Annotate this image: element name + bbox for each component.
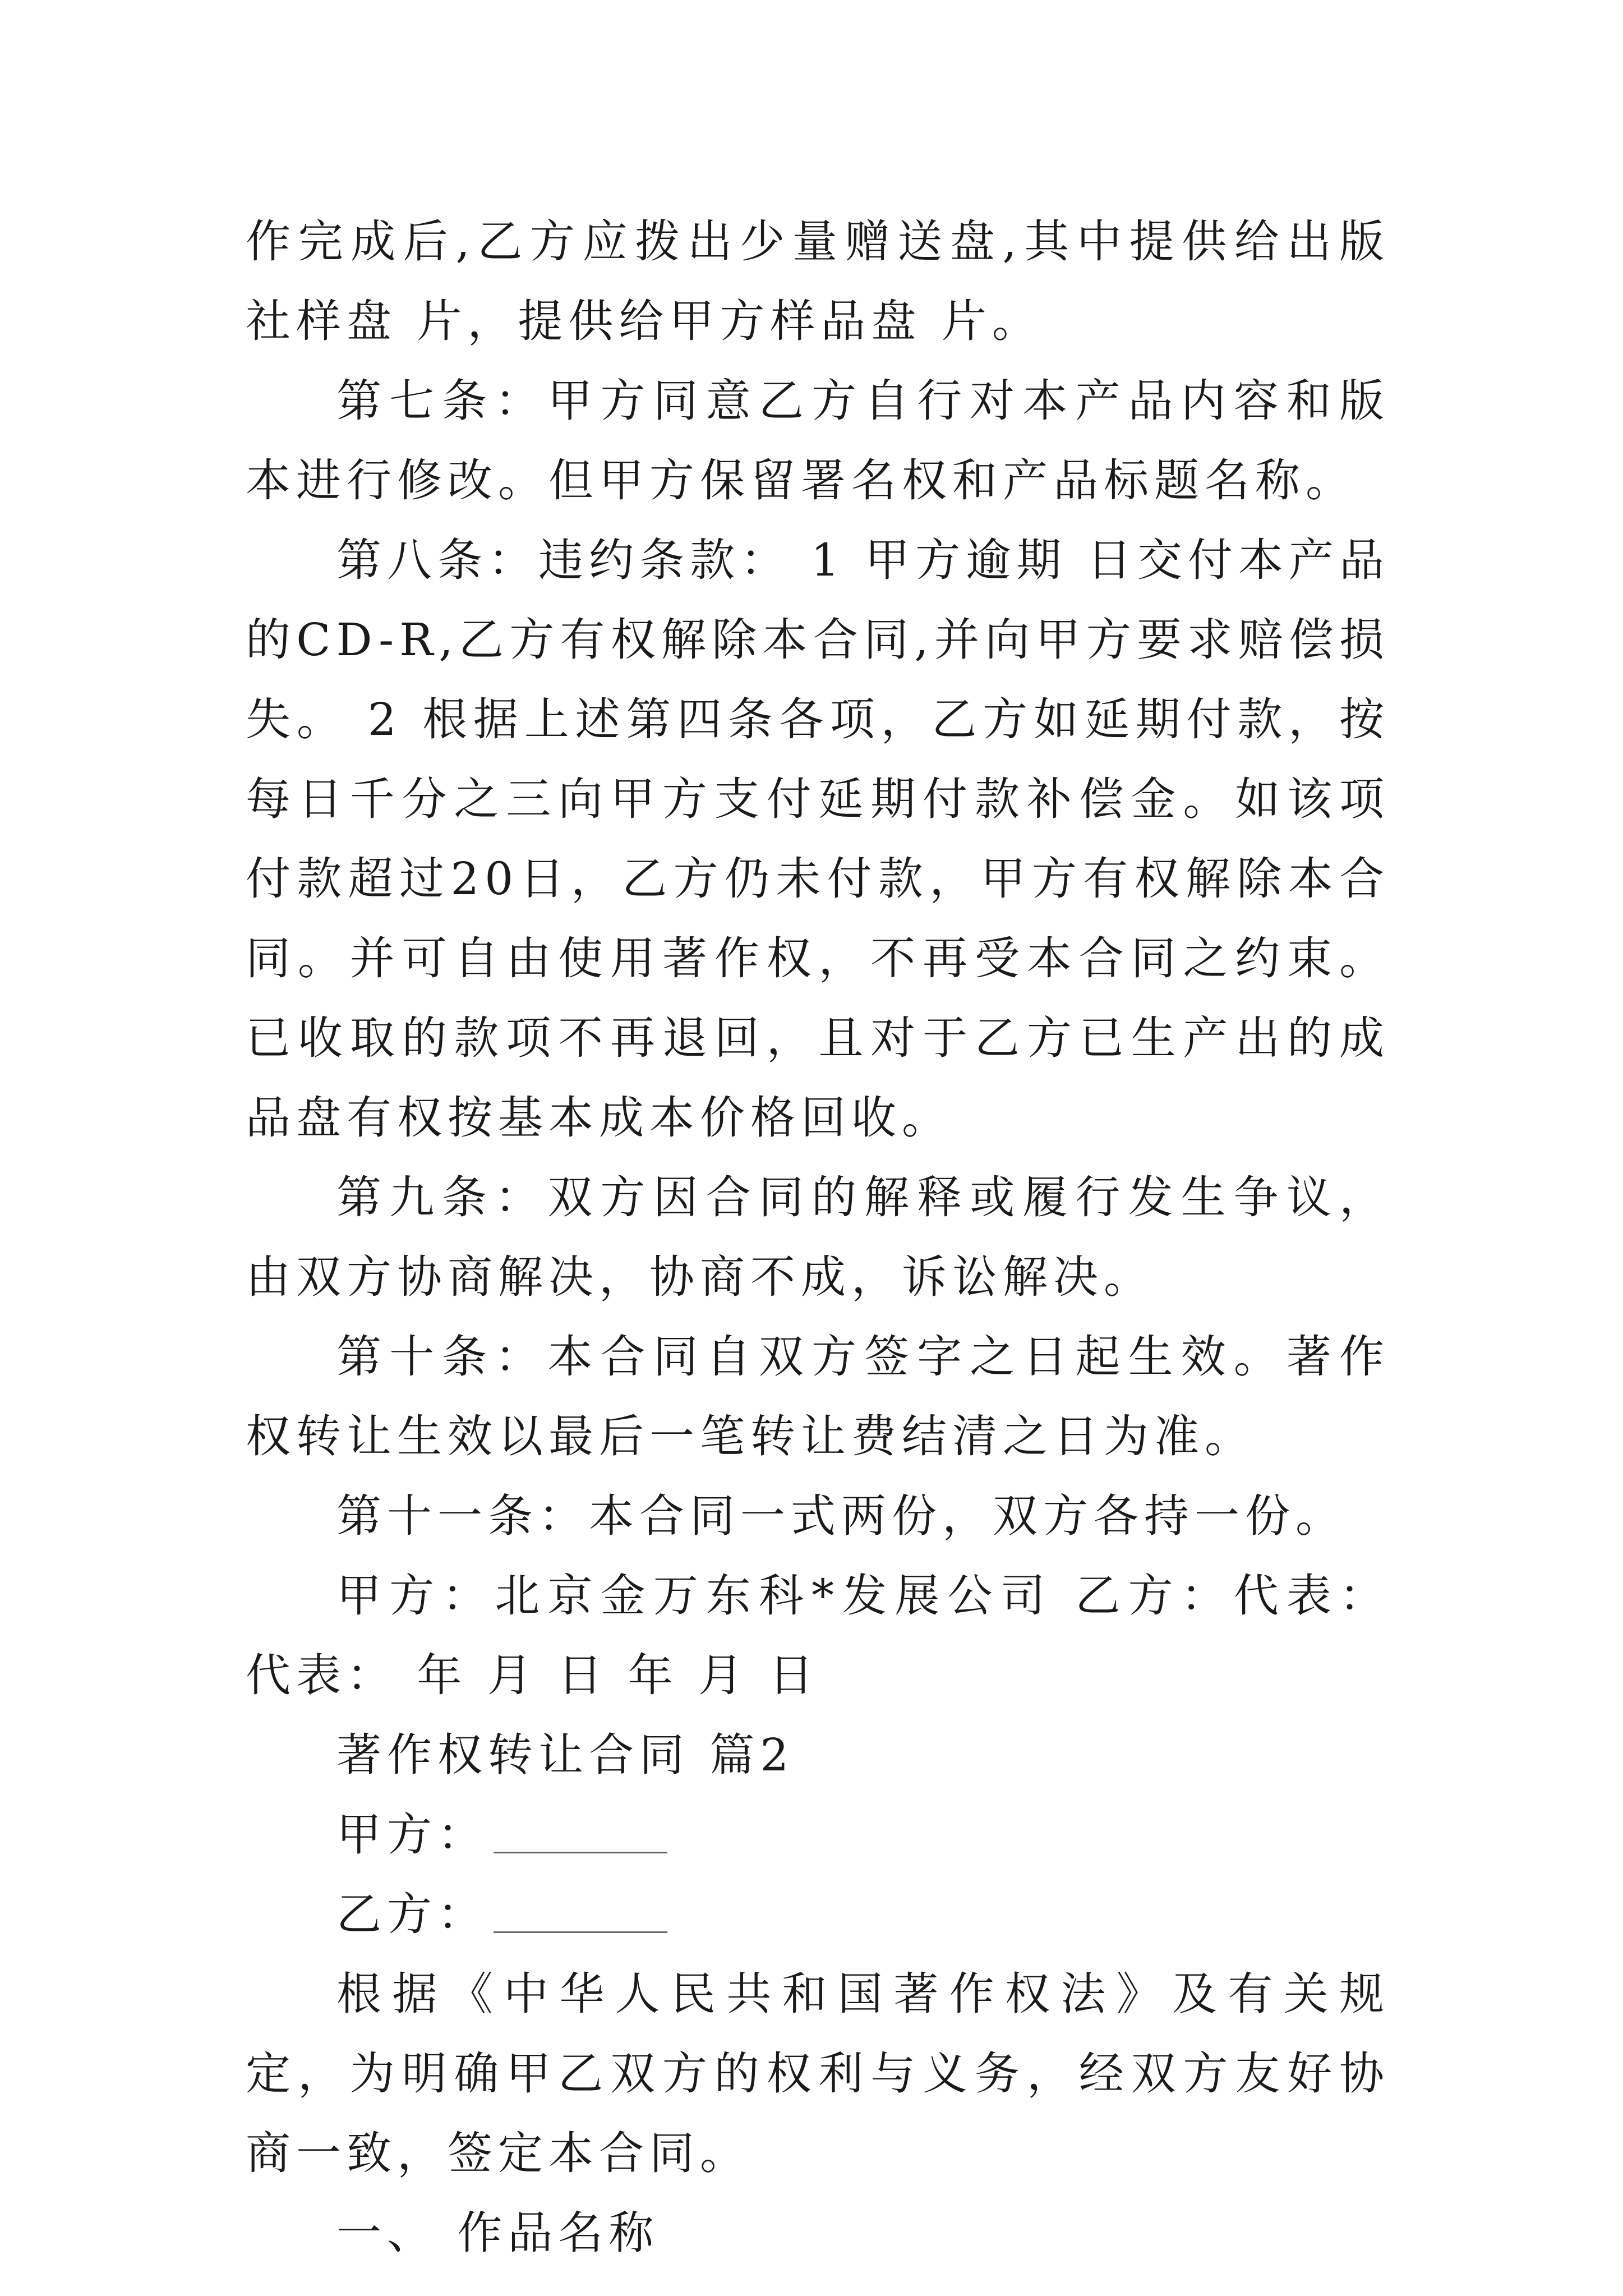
paragraph-intro: 根据《中华人民共和国著作权法》及有关规定，为明确甲乙双方的权利与义务，经双方友好协商一致，签定本合同。 bbox=[246, 1968, 1390, 2179]
party-b-blank bbox=[494, 1887, 667, 1933]
party-b-line bbox=[246, 1875, 1390, 1954]
section-heading-1: 一、 作品名称 bbox=[336, 2207, 660, 2259]
paragraph-article-11: 第十一条：本合同一式两份，双方各持一份。 bbox=[336, 1490, 1346, 1542]
party-a-line bbox=[246, 1795, 1390, 1875]
party-a-label: 甲方： bbox=[336, 1809, 488, 1861]
paragraph-signatures: 甲方：北京金万东科*发展公司 乙方：代表： 代表： 年 月 日 年 月 日 bbox=[246, 1570, 1390, 1701]
party-a-blank bbox=[494, 1807, 667, 1853]
paragraph-article-9: 第九条：双方因合同的解释或履行发生争议，由双方协商解决，协商不成，诉讼解决。 bbox=[246, 1171, 1390, 1303]
paragraph-article-10: 第十条：本合同自双方签字之日起生效。著作权转让生效以最后一笔转让费结清之日为准。 bbox=[246, 1331, 1390, 1462]
paragraph-article-7: 第七条：甲方同意乙方自行对本产品内容和版本进行修改。但甲方保留署名权和产品标题名称。 bbox=[246, 375, 1390, 507]
contract-2-title: 著作权转让合同 篇2 bbox=[336, 1729, 795, 1781]
paragraph-article-8: 第八条：违约条款： 1 甲方逾期 日交付本产品的CD-R,乙方有权解除本合同,并向甲方要求赔偿损失。 2 根据上述第四条各项，乙方如延期付款，按每日千分之三向甲方支付延期付款补偿金。如该项付款超过20日，乙方仍未付款，甲方有权解除本合同。并可自由使用著作权，不再受本合同之约束。已收取的款项不再退回，且对于乙方已生产出的成品盘有权按基本成本价格回收。 bbox=[246, 534, 1390, 1144]
party-b-label: 乙方： bbox=[336, 1888, 488, 1940]
document-body bbox=[246, 202, 1390, 2273]
paragraph-continuation: 作完成后,乙方应拨出少量赠送盘,其中提供给出版社样盘 片，提供给甲方样品盘 片。 bbox=[246, 215, 1390, 347]
